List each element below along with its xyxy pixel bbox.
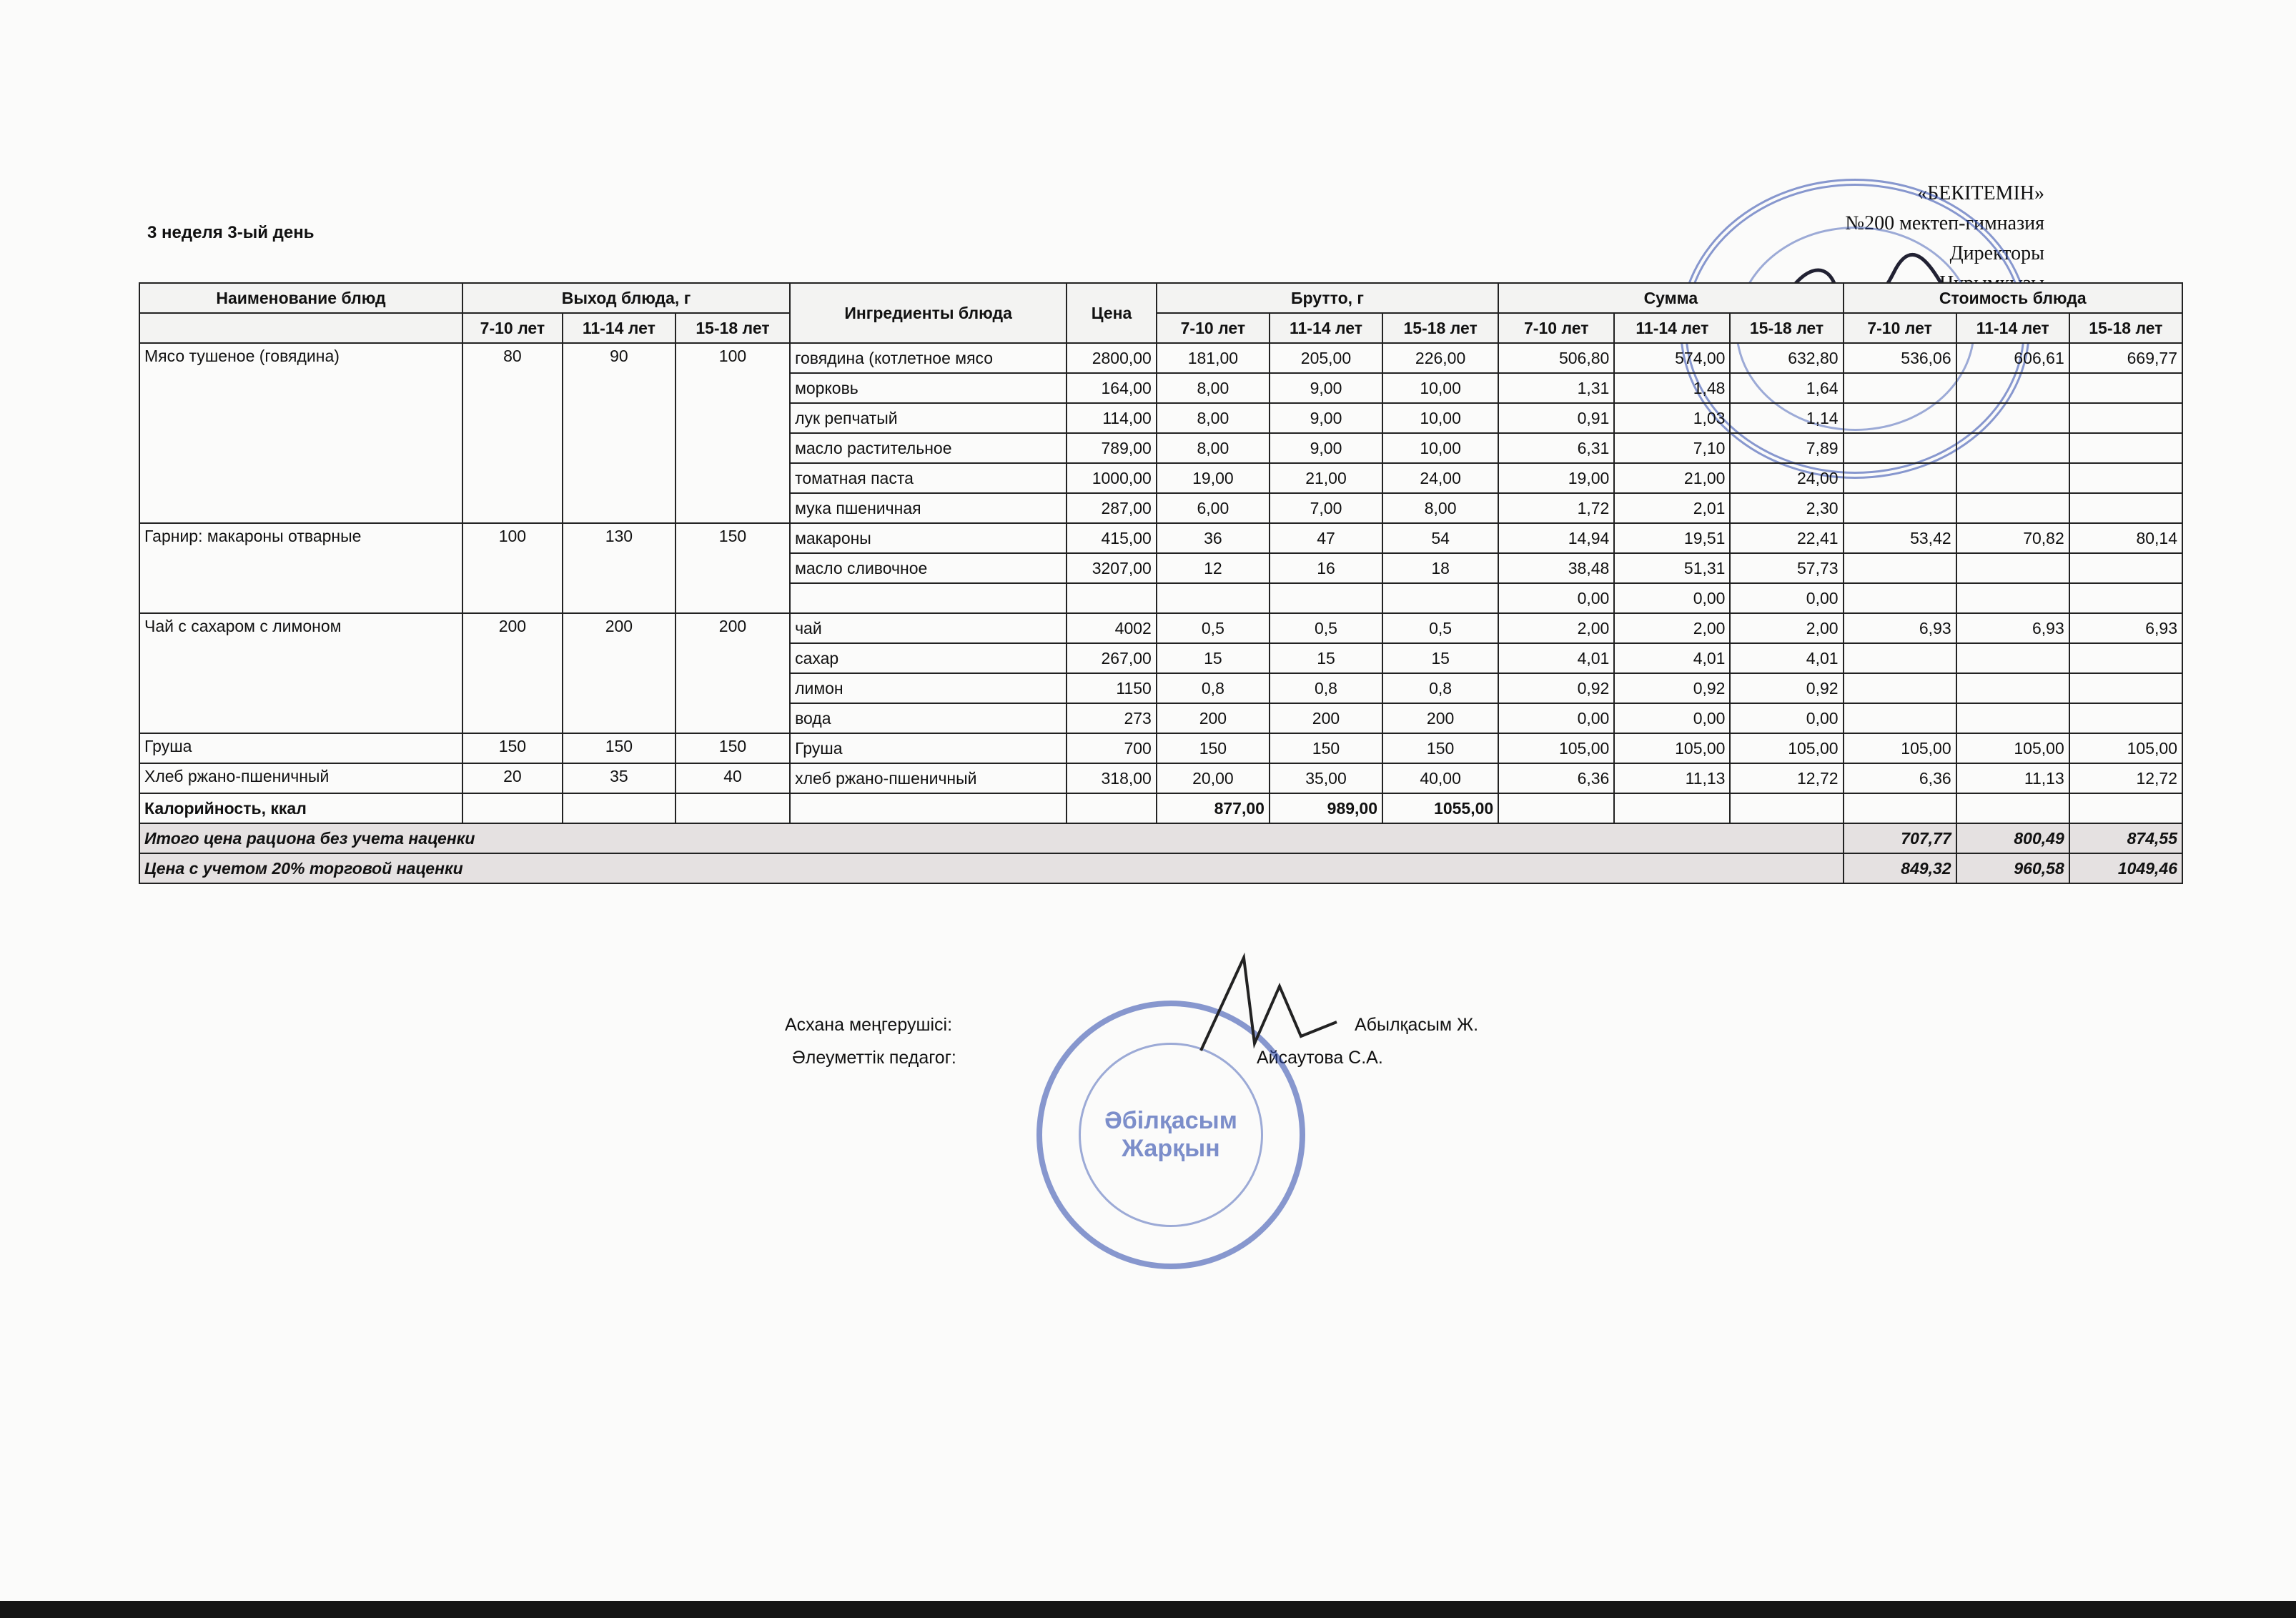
yield-cell: 100 bbox=[676, 343, 790, 523]
cost-cell bbox=[1844, 403, 1956, 433]
cost-cell: 536,06 bbox=[1844, 343, 1956, 373]
sum-cell: 2,01 bbox=[1614, 493, 1730, 523]
sum-cell: 1,31 bbox=[1498, 373, 1614, 403]
cost-cell bbox=[2069, 703, 2182, 733]
sum-cell: 1,48 bbox=[1614, 373, 1730, 403]
sum-cell: 632,80 bbox=[1730, 343, 1843, 373]
sum-cell: 57,73 bbox=[1730, 553, 1843, 583]
brutto-cell bbox=[1157, 583, 1270, 613]
sum-cell: 0,00 bbox=[1730, 583, 1843, 613]
sum-cell: 12,72 bbox=[1730, 763, 1843, 793]
header-brutto: Брутто, г bbox=[1157, 283, 1498, 313]
price-cell: 287,00 bbox=[1067, 493, 1157, 523]
yield-cell: 150 bbox=[462, 733, 563, 763]
scan-edge bbox=[0, 1601, 2296, 1618]
price-cell: 114,00 bbox=[1067, 403, 1157, 433]
brutto-cell: 15 bbox=[1157, 643, 1270, 673]
sum-cell: 0,92 bbox=[1730, 673, 1843, 703]
table-row bbox=[139, 343, 2182, 373]
total-label: Цена с учетом 20% торговой наценки bbox=[139, 853, 1844, 883]
empty-cell bbox=[563, 793, 676, 823]
header-age: 7-10 лет bbox=[1844, 313, 1956, 343]
header-age: 11-14 лет bbox=[1956, 313, 2069, 343]
ingredient-cell: томатная паста bbox=[790, 463, 1067, 493]
ingredient-cell: Груша bbox=[790, 733, 1067, 763]
sum-cell: 22,41 bbox=[1730, 523, 1843, 553]
brutto-cell: 150 bbox=[1157, 733, 1270, 763]
brutto-cell: 18 bbox=[1382, 553, 1498, 583]
price-cell: 318,00 bbox=[1067, 763, 1157, 793]
brutto-cell: 0,5 bbox=[1270, 613, 1382, 643]
header-age: 11-14 лет bbox=[1270, 313, 1382, 343]
cost-cell bbox=[1956, 703, 2069, 733]
approval-line-3: Директоры bbox=[1949, 242, 2044, 264]
sum-cell: 4,01 bbox=[1614, 643, 1730, 673]
header-price: Цена bbox=[1067, 283, 1157, 343]
yield-cell: 200 bbox=[563, 613, 676, 733]
ingredient-cell: масло сливочное bbox=[790, 553, 1067, 583]
sum-cell: 2,30 bbox=[1730, 493, 1843, 523]
calories-value: 877,00 bbox=[1157, 793, 1270, 823]
price-cell: 700 bbox=[1067, 733, 1157, 763]
yield-cell: 150 bbox=[676, 733, 790, 763]
dish-name: Чай с сахаром с лимоном bbox=[139, 613, 462, 733]
cost-cell: 606,61 bbox=[1956, 343, 2069, 373]
brutto-cell: 200 bbox=[1382, 703, 1498, 733]
yield-cell: 90 bbox=[563, 343, 676, 523]
header-cost: Стоимость блюда bbox=[1844, 283, 2182, 313]
yield-cell: 35 bbox=[563, 763, 676, 793]
yield-cell: 150 bbox=[563, 733, 676, 763]
empty-cell bbox=[1956, 793, 2069, 823]
cost-cell: 105,00 bbox=[1956, 733, 2069, 763]
brutto-cell bbox=[1382, 583, 1498, 613]
total-row-with-markup bbox=[139, 853, 2182, 883]
empty-cell bbox=[1067, 793, 1157, 823]
total-value: 800,49 bbox=[1956, 823, 2069, 853]
brutto-cell: 0,8 bbox=[1270, 673, 1382, 703]
sum-cell: 0,00 bbox=[1730, 703, 1843, 733]
price-cell bbox=[1067, 583, 1157, 613]
brutto-cell: 16 bbox=[1270, 553, 1382, 583]
brutto-cell: 150 bbox=[1382, 733, 1498, 763]
sum-cell: 574,00 bbox=[1614, 343, 1730, 373]
total-label: Итого цена рациона без учета наценки bbox=[139, 823, 1844, 853]
table-row bbox=[139, 763, 2182, 793]
cost-cell: 11,13 bbox=[1956, 763, 2069, 793]
sum-cell: 7,89 bbox=[1730, 433, 1843, 463]
sum-cell: 38,48 bbox=[1498, 553, 1614, 583]
empty-cell bbox=[462, 793, 563, 823]
sum-cell: 6,36 bbox=[1498, 763, 1614, 793]
brutto-cell: 0,8 bbox=[1382, 673, 1498, 703]
approval-line-2: №200 мектеп-гимназия bbox=[1845, 212, 2044, 234]
header-age: 15-18 лет bbox=[2069, 313, 2182, 343]
brutto-cell: 9,00 bbox=[1270, 433, 1382, 463]
cook-signature-icon bbox=[1187, 943, 1344, 1065]
cost-cell bbox=[1844, 553, 1956, 583]
cost-cell bbox=[1844, 583, 1956, 613]
brutto-cell: 8,00 bbox=[1382, 493, 1498, 523]
cost-cell bbox=[1956, 433, 2069, 463]
footer-name-2: Айсаутова С.А. bbox=[1257, 1048, 1383, 1068]
sum-cell: 506,80 bbox=[1498, 343, 1614, 373]
brutto-cell: 35,00 bbox=[1270, 763, 1382, 793]
ingredient-cell: вода bbox=[790, 703, 1067, 733]
empty-cell bbox=[2069, 793, 2182, 823]
cost-cell bbox=[1956, 673, 2069, 703]
sum-cell: 105,00 bbox=[1498, 733, 1614, 763]
cost-cell bbox=[2069, 403, 2182, 433]
header-age: 7-10 лет bbox=[1498, 313, 1614, 343]
cost-cell: 6,93 bbox=[2069, 613, 2182, 643]
price-cell: 273 bbox=[1067, 703, 1157, 733]
ingredient-cell: морковь bbox=[790, 373, 1067, 403]
empty-cell bbox=[1844, 793, 1956, 823]
calories-value: 989,00 bbox=[1270, 793, 1382, 823]
cost-cell bbox=[2069, 433, 2182, 463]
total-value: 707,77 bbox=[1844, 823, 1956, 853]
cost-cell: 80,14 bbox=[2069, 523, 2182, 553]
yield-cell: 200 bbox=[462, 613, 563, 733]
yield-cell: 20 bbox=[462, 763, 563, 793]
sum-cell: 2,00 bbox=[1614, 613, 1730, 643]
brutto-cell: 20,00 bbox=[1157, 763, 1270, 793]
price-cell: 2800,00 bbox=[1067, 343, 1157, 373]
cost-cell: 6,36 bbox=[1844, 763, 1956, 793]
table-row bbox=[139, 613, 2182, 643]
brutto-cell: 47 bbox=[1270, 523, 1382, 553]
header-blank bbox=[139, 313, 462, 343]
sum-cell: 2,00 bbox=[1498, 613, 1614, 643]
brutto-cell: 150 bbox=[1270, 733, 1382, 763]
header-yield: Выход блюда, г bbox=[462, 283, 790, 313]
ingredient-cell: лимон bbox=[790, 673, 1067, 703]
ingredient-cell: макароны bbox=[790, 523, 1067, 553]
header-sum: Сумма bbox=[1498, 283, 1843, 313]
calories-label: Калорийность, ккал bbox=[139, 793, 462, 823]
sum-cell: 0,00 bbox=[1498, 583, 1614, 613]
page-title: 3 неделя 3-ый день bbox=[147, 223, 315, 242]
cost-cell bbox=[1844, 433, 1956, 463]
cost-cell bbox=[1844, 373, 1956, 403]
price-cell: 3207,00 bbox=[1067, 553, 1157, 583]
yield-cell: 200 bbox=[676, 613, 790, 733]
sum-cell: 14,94 bbox=[1498, 523, 1614, 553]
cost-cell bbox=[2069, 583, 2182, 613]
dish-name: Мясо тушеное (говядина) bbox=[139, 343, 462, 523]
sum-cell: 0,00 bbox=[1614, 583, 1730, 613]
cost-cell: 105,00 bbox=[2069, 733, 2182, 763]
cost-cell bbox=[2069, 553, 2182, 583]
footer-role-2: Әлеуметтік педагог: bbox=[792, 1048, 956, 1068]
yield-cell: 80 bbox=[462, 343, 563, 523]
sum-cell: 4,01 bbox=[1498, 643, 1614, 673]
sum-cell: 0,92 bbox=[1614, 673, 1730, 703]
stamp-text: Әбілқасым Жарқын bbox=[1104, 1107, 1237, 1162]
brutto-cell: 9,00 bbox=[1270, 373, 1382, 403]
empty-cell bbox=[790, 793, 1067, 823]
brutto-cell: 15 bbox=[1382, 643, 1498, 673]
brutto-cell: 10,00 bbox=[1382, 403, 1498, 433]
cost-cell bbox=[1844, 643, 1956, 673]
brutto-cell: 21,00 bbox=[1270, 463, 1382, 493]
cost-cell: 70,82 bbox=[1956, 523, 2069, 553]
sum-cell: 24,00 bbox=[1730, 463, 1843, 493]
dish-name: Гарнир: макароны отварные bbox=[139, 523, 462, 613]
brutto-cell: 7,00 bbox=[1270, 493, 1382, 523]
cost-cell bbox=[1956, 373, 2069, 403]
approval-line-1: «БЕКІТЕМІН» bbox=[1917, 182, 2044, 204]
brutto-cell: 8,00 bbox=[1157, 373, 1270, 403]
footer-role-1: Асхана меңгерушісі: bbox=[785, 1015, 953, 1035]
empty-cell bbox=[1730, 793, 1843, 823]
header-age: 11-14 лет bbox=[563, 313, 676, 343]
sum-cell: 4,01 bbox=[1730, 643, 1843, 673]
ingredient-cell: чай bbox=[790, 613, 1067, 643]
calories-value: 1055,00 bbox=[1382, 793, 1498, 823]
sum-cell: 6,31 bbox=[1498, 433, 1614, 463]
brutto-cell: 200 bbox=[1157, 703, 1270, 733]
sum-cell: 1,64 bbox=[1730, 373, 1843, 403]
cost-cell bbox=[2069, 673, 2182, 703]
sum-cell: 105,00 bbox=[1730, 733, 1843, 763]
cost-cell bbox=[1844, 703, 1956, 733]
cost-cell bbox=[1956, 553, 2069, 583]
price-cell: 1150 bbox=[1067, 673, 1157, 703]
cost-cell bbox=[1956, 583, 2069, 613]
table-row bbox=[139, 733, 2182, 763]
empty-cell bbox=[1498, 793, 1614, 823]
brutto-cell: 0,8 bbox=[1157, 673, 1270, 703]
brutto-cell: 0,5 bbox=[1157, 613, 1270, 643]
ingredient-cell: говядина (котлетное мясо bbox=[790, 343, 1067, 373]
sum-cell: 1,03 bbox=[1614, 403, 1730, 433]
cost-cell bbox=[1956, 643, 2069, 673]
brutto-cell: 10,00 bbox=[1382, 433, 1498, 463]
cost-cell bbox=[1844, 493, 1956, 523]
brutto-cell: 0,5 bbox=[1382, 613, 1498, 643]
brutto-cell: 15 bbox=[1270, 643, 1382, 673]
menu-table bbox=[139, 282, 2183, 884]
ingredient-cell: лук репчатый bbox=[790, 403, 1067, 433]
sum-cell: 105,00 bbox=[1614, 733, 1730, 763]
cost-cell: 6,93 bbox=[1956, 613, 2069, 643]
total-value: 960,58 bbox=[1956, 853, 2069, 883]
cost-cell bbox=[2069, 373, 2182, 403]
table-row bbox=[139, 523, 2182, 553]
ingredient-cell: масло растительное bbox=[790, 433, 1067, 463]
cost-cell: 6,93 bbox=[1844, 613, 1956, 643]
brutto-cell: 200 bbox=[1270, 703, 1382, 733]
sum-cell: 0,00 bbox=[1614, 703, 1730, 733]
brutto-cell: 36 bbox=[1157, 523, 1270, 553]
yield-cell: 40 bbox=[676, 763, 790, 793]
ingredient-cell: мука пшеничная bbox=[790, 493, 1067, 523]
cost-cell bbox=[2069, 643, 2182, 673]
brutto-cell: 40,00 bbox=[1382, 763, 1498, 793]
brutto-cell bbox=[1270, 583, 1382, 613]
cost-cell: 105,00 bbox=[1844, 733, 1956, 763]
calories-row bbox=[139, 793, 2182, 823]
dish-name: Хлеб ржано-пшеничный bbox=[139, 763, 462, 793]
price-cell: 789,00 bbox=[1067, 433, 1157, 463]
brutto-cell: 19,00 bbox=[1157, 463, 1270, 493]
empty-cell bbox=[1614, 793, 1730, 823]
sum-cell: 51,31 bbox=[1614, 553, 1730, 583]
header-age: 15-18 лет bbox=[676, 313, 790, 343]
brutto-cell: 54 bbox=[1382, 523, 1498, 553]
total-value: 849,32 bbox=[1844, 853, 1956, 883]
header-dish: Наименование блюд bbox=[139, 283, 462, 313]
dish-name: Груша bbox=[139, 733, 462, 763]
brutto-cell: 181,00 bbox=[1157, 343, 1270, 373]
header-age: 11-14 лет bbox=[1614, 313, 1730, 343]
cost-cell bbox=[2069, 493, 2182, 523]
menu-table-body bbox=[139, 343, 2182, 883]
sum-cell: 7,10 bbox=[1614, 433, 1730, 463]
header-age: 15-18 лет bbox=[1730, 313, 1843, 343]
sum-cell: 0,91 bbox=[1498, 403, 1614, 433]
sum-cell: 0,00 bbox=[1498, 703, 1614, 733]
sum-cell: 19,00 bbox=[1498, 463, 1614, 493]
yield-cell: 150 bbox=[676, 523, 790, 613]
ingredient-cell bbox=[790, 583, 1067, 613]
sum-cell: 2,00 bbox=[1730, 613, 1843, 643]
sum-cell: 1,14 bbox=[1730, 403, 1843, 433]
brutto-cell: 8,00 bbox=[1157, 433, 1270, 463]
brutto-cell: 226,00 bbox=[1382, 343, 1498, 373]
cost-cell bbox=[2069, 463, 2182, 493]
sum-cell: 0,92 bbox=[1498, 673, 1614, 703]
sum-cell: 19,51 bbox=[1614, 523, 1730, 553]
sum-cell: 1,72 bbox=[1498, 493, 1614, 523]
price-cell: 267,00 bbox=[1067, 643, 1157, 673]
cost-cell: 12,72 bbox=[2069, 763, 2182, 793]
header-age: 7-10 лет bbox=[1157, 313, 1270, 343]
empty-cell bbox=[676, 793, 790, 823]
brutto-cell: 9,00 bbox=[1270, 403, 1382, 433]
brutto-cell: 24,00 bbox=[1382, 463, 1498, 493]
ingredient-cell: хлеб ржано-пшеничный bbox=[790, 763, 1067, 793]
brutto-cell: 12 bbox=[1157, 553, 1270, 583]
brutto-cell: 205,00 bbox=[1270, 343, 1382, 373]
header-age: 15-18 лет bbox=[1382, 313, 1498, 343]
brutto-cell: 10,00 bbox=[1382, 373, 1498, 403]
total-row-no-markup bbox=[139, 823, 2182, 853]
sum-cell: 11,13 bbox=[1614, 763, 1730, 793]
yield-cell: 130 bbox=[563, 523, 676, 613]
price-cell: 1000,00 bbox=[1067, 463, 1157, 493]
header-age: 7-10 лет bbox=[462, 313, 563, 343]
yield-cell: 100 bbox=[462, 523, 563, 613]
header-ingredients: Ингредиенты блюда bbox=[790, 283, 1067, 343]
total-value: 1049,46 bbox=[2069, 853, 2182, 883]
price-cell: 415,00 bbox=[1067, 523, 1157, 553]
cost-cell: 669,77 bbox=[2069, 343, 2182, 373]
brutto-cell: 6,00 bbox=[1157, 493, 1270, 523]
sum-cell: 21,00 bbox=[1614, 463, 1730, 493]
cost-cell bbox=[1844, 673, 1956, 703]
brutto-cell: 8,00 bbox=[1157, 403, 1270, 433]
cost-cell bbox=[1956, 493, 2069, 523]
total-value: 874,55 bbox=[2069, 823, 2182, 853]
cost-cell: 53,42 bbox=[1844, 523, 1956, 553]
cost-cell bbox=[1956, 403, 2069, 433]
price-cell: 4002 bbox=[1067, 613, 1157, 643]
price-cell: 164,00 bbox=[1067, 373, 1157, 403]
ingredient-cell: сахар bbox=[790, 643, 1067, 673]
cost-cell bbox=[1956, 463, 2069, 493]
footer-name-1: Абылқасым Ж. bbox=[1355, 1015, 1479, 1035]
cost-cell bbox=[1844, 463, 1956, 493]
